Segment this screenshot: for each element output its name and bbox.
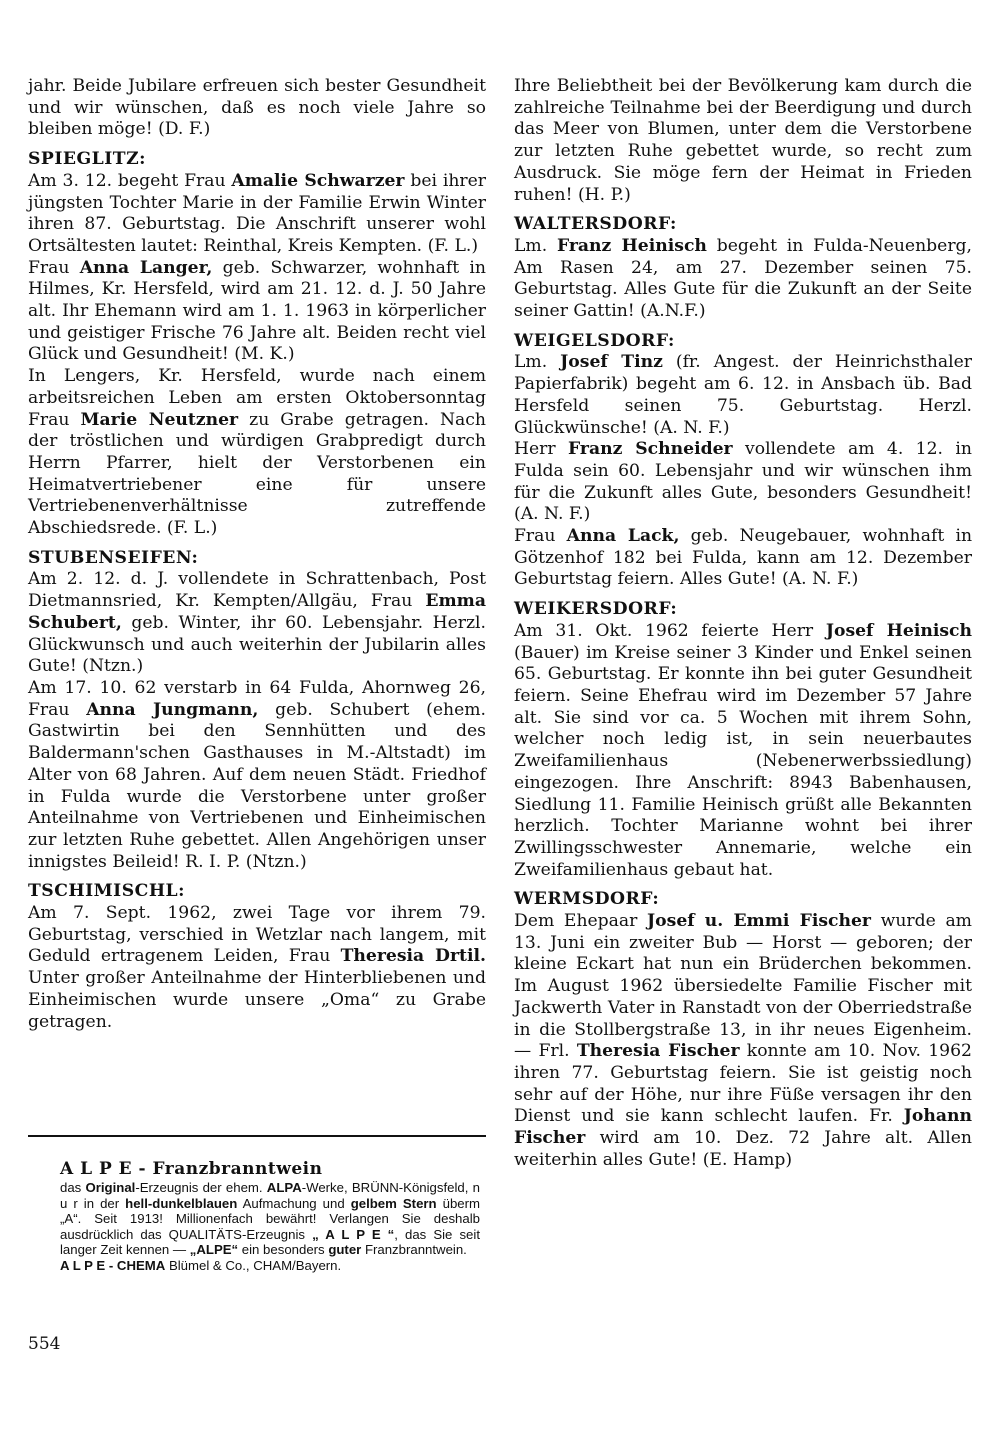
weigelsdorf-paragraph-1: Lm. Josef Tinz (fr. Angest. der Heinrichsthaler Papierfabrik) begeht am 6. 12. in Ansbach üb. Bad Hersfeld seinen 75. Geburtstag. Herzl. Glückwünsche! (A. N. F.): [514, 352, 972, 438]
weikersdorf-paragraph-1: Am 31. Okt. 1962 feierte Herr Josef Heinisch (Bauer) im Kreise seiner 3 Kinder und Enkel seinen 65. Geburtstag. Er konnte ihn bei guter Gesundheit feiern. Seine Ehefrau wird im Dezember 57 Jahre alt. Sie sind vor ca. 5 Wochen mit ihrem Sohn, welcher noch ledig ist, in sein neuerbautes Zweifamilienhaus (Nebenerwerbssiedlung) eingezogen. Ihre Anschrift: 8943 Babenhausen, Siedlung 11. Familie Heinisch grüßt alle Bekannten herzlich. Tochter Marianne wohnt bei ihrer Zwillingsschwester Annemarie, welche ein Zweifamilienhaus gebaut hat.: [514, 620, 973, 880]
wermsdorf-paragraph-1: Dem Ehepaar Josef u. Emmi Fischer wurde am 13. Juni ein zweiter Bub — Horst — geboren; der kleine Eckart hat nun ein Brüderchen bekommen. Im August 1962 übersiedelte Familie Fischer mit Jackwerth Vater in Ranstadt von der Oberriedstraße in die Stollbergstraße 13, in ihr neues Eigenheim. — Frl. Theresia Fischer konnte am 10. Nov. 1962 ihren 77. Geburtstag feiern. Sie ist geistig noch sehr auf der Höhe, nur ihre Füße versagen ihr den Dienst und sie kann schlecht laufen. Fr. Johann Fischer wird am 10. Dez. 72 Jahre alt. Allen weiterhin alles Gute! (E. Hamp): [514, 911, 972, 1170]
person-name: Franz Schneider: [568, 439, 733, 460]
person-name: Anna Lack,: [566, 526, 680, 547]
ad-footer: A L P E - CHEMA Blümel & Co., CHAM/Bayern.: [60, 1257, 342, 1273]
spieglitz-paragraph-3: In Lengers, Kr. Hersfeld, wurde nach einem arbeitsreichen Leben am ersten Oktobersonntag Frau Marie Neutzner zu Grabe getragen. Nach der tröstlichen und würdigen Grabpredigt durch Herrn Pfarrer, hielt der Verstorbenen ein Heimatvertriebener eine für unsere Vertriebenenverhältnisse zutreffende Abschiedsrede. (F. L.): [28, 366, 487, 539]
person-name: Theresia Drtil.: [340, 946, 486, 967]
person-name: Johann Fischer: [514, 1106, 972, 1149]
stubenseifen-paragraph-1: Am 2. 12. d. J. vollendete in Schrattenbach, Post Dietmannsried, Kr. Kempten/Allgäu, Frau Emma Schubert, geb. Winter, ihr 60. Lebensjahr. Herzl. Glückwunsch und auch weiterhin der Jubilarin alles Gute! (Ntzn.): [28, 569, 486, 677]
left-column: [28, 76, 486, 1033]
weigelsdorf-paragraph-3: Frau Anna Lack, geb. Neugebauer, wohnhaft in Götzenhof 182 bei Fulda, kann am 12. Dezember Geburtstag feiern. Alles Gute! (A. N. F.): [514, 526, 973, 590]
section-heading-weikersdorf: WEIKERSDORF:: [514, 599, 678, 620]
person-name: Josef Tinz: [560, 352, 663, 373]
tschimischl-paragraph-1: Am 7. Sept. 1962, zwei Tage vor ihrem 79. Geburtstag, verschied in Wetzlar nach langem, mit Geduld ertragenem Leiden, Frau Theresia Drtil. Unter großer Anteilnahme der Hinterbliebenen und Einheimischen wurde unsere „Oma“ zu Grabe getragen.: [28, 903, 486, 1032]
waltersdorf-paragraph-1: Lm. Franz Heinisch begeht in Fulda-Neuenberg, Am Rasen 24, am 27. Dezember seinen 75. Geburtstag. Alles Gute für die Zukunft an der Seite seiner Gattin! (A.N.F.): [514, 235, 973, 322]
weigelsdorf-paragraph-2: Herr Franz Schneider vollendete am 4. 12. in Fulda sein 60. Lebensjahr und wir wünschen ihm für die Zukunft alles Gute, besonders Gesundheit! (A. N. F.): [514, 439, 972, 525]
right-column: [514, 76, 972, 1171]
person-name: Amalie Schwarzer: [231, 170, 405, 191]
person-name: Josef u. Emmi Fischer: [647, 911, 871, 932]
person-name: Anna Jungmann,: [86, 699, 259, 720]
ad-title: A L P E - Franzbranntwein: [60, 1159, 323, 1179]
divider-rule: [28, 1135, 486, 1137]
section-heading-weigelsdorf: WEIGELSDORF:: [514, 330, 675, 351]
person-name: Theresia Fischer: [576, 1041, 740, 1062]
person-name: Anna Langer,: [79, 257, 213, 278]
page-number: 554: [28, 1334, 61, 1354]
person-name: Emma Schubert,: [28, 591, 486, 633]
person-name: Josef Heinisch: [825, 620, 973, 641]
spieglitz-paragraph-1: Am 3. 12. begeht Frau Amalie Schwarzer bei ihrer jüngsten Tochter Marie in der Familie Erwin Winter ihren 87. Geburtstag. Die Anschrift unserer wohl Ortsältesten lautet: Reinthal, Kreis Kempten. (F. L.): [28, 170, 486, 256]
section-heading-stubenseifen: STUBENSEIFEN:: [28, 547, 199, 568]
section-heading-spieglitz: SPIEGLITZ:: [28, 149, 146, 170]
section-heading-waltersdorf: WALTERSDORF:: [514, 214, 677, 235]
stubenseifen-paragraph-2: Am 17. 10. 62 verstarb in 64 Fulda, Ahornweg 26, Frau Anna Jungmann, geb. Schubert (ehem. Gastwirtin bei den Sennhütten und des Baldermann'schen Gasthauses in M.-Altstadt) im Alter von 68 Jahren. Auf dem neuen Städt. Friedhof in Fulda wurde die Verstorbene unter großer Anteilnahme von Vertriebenen und Einheimischen zur letzten Ruhe gebettet. Allen Angehörigen unser innigstes Beileid! R. I. P. (Ntzn.): [28, 677, 487, 872]
section-heading-tschimischl: TSCHIMISCHL:: [28, 881, 185, 902]
intro-paragraph: jahr. Beide Jubilare erfreuen sich bester Gesundheit und wir wünschen, daß es noch viele Jahre so bleiben möge! (D. F.): [28, 76, 486, 140]
ad-body: das Original-Erzeugnis der ehem. ALPA-Werke, BRÜNN-Königsfeld, n u r in der hell-dunkelblauen Aufmachung und gelbem Stern überm „A“. Seit 1913! Millionenfach bewährt! Verlangen Sie deshalb ausdrücklich das QUALITÄTS-Erzeugnis „ A L P E “, das Sie seit langer Zeit kennen — „ALPE“ ein besonders guter Franzbranntwein.: [60, 1180, 481, 1258]
spieglitz-paragraph-2: Frau Anna Langer, geb. Schwarzer, wohnhaft in Hilmes, Kr. Hersfeld, wird am 21. 12. d. J. 50 Jahre alt. Ihr Ehemann wird am 1. 1. 1963 in körperlicher und geistiger Frische 76 Jahre alt. Beiden recht viel Glück und Gesundheit! (M. K.): [28, 257, 486, 365]
alpe-advertisement: [60, 1158, 480, 1274]
section-heading-wermsdorf: WERMSDORF:: [514, 889, 660, 910]
intro-paragraph: Ihre Beliebtheit bei der Bevölkerung kam durch die zahlreiche Teilnahme bei der Beerdigung und durch das Meer von Blumen, unter dem die Verstorbene zur letzten Ruhe gebettet wurde, so recht zum Ausdruck. Sie möge fern der Heimat in Frieden ruhen! (H. P.): [514, 76, 972, 205]
person-name: Marie Neutzner: [80, 409, 239, 430]
person-name: Franz Heinisch: [556, 235, 707, 256]
